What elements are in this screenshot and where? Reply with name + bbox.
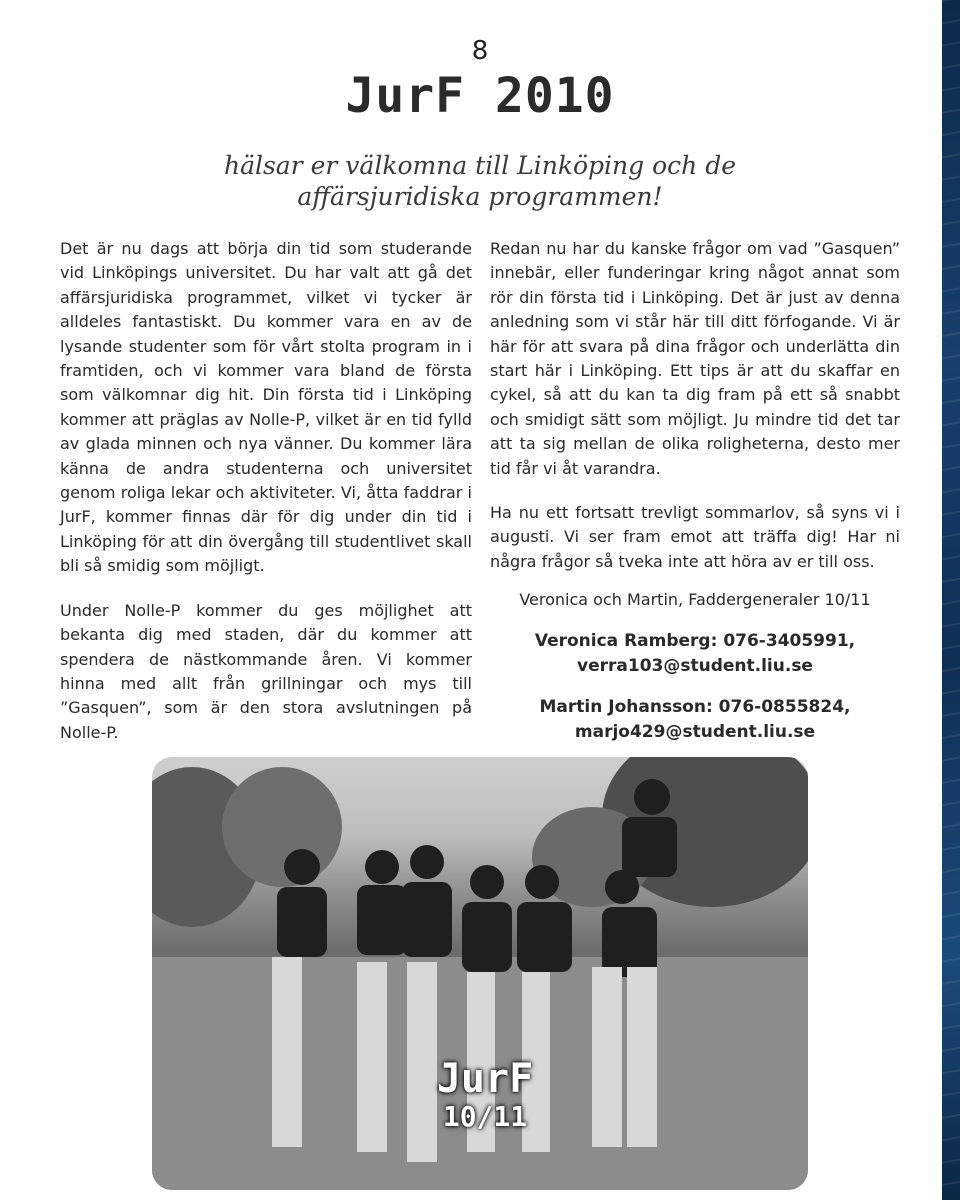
left-paragraph-2: Under Nolle-P kommer du ges möjlighet att bekanta dig med staden, där du kommer att spendera de nästkommande åren. Vi kommer hinna med allt från grillningar och mys till ”Gasquen”, som är den stora avslutningen på Nolle-P. — [60, 600, 472, 742]
photo-caption — [420, 1057, 550, 1133]
photo-caption-year: 10/11 — [442, 1100, 528, 1133]
photo-caption-name: JurF — [436, 1056, 534, 1102]
page-subtitle: hälsar er välkomna till Linköping och de affärsjuridiska programmen! — [223, 151, 737, 211]
right-column — [490, 237, 900, 745]
page-title: JurF 2010 — [345, 68, 615, 124]
contact-martin-phone: Martin Johansson: 076-0855824, — [539, 696, 851, 717]
contact-veronica — [490, 629, 900, 679]
group-photo — [152, 757, 808, 1190]
left-column — [60, 237, 472, 745]
left-paragraph-1: Det är nu dags att börja din tid som studerande vid Linköpings universitet. Du har valt att gå det affärsjuridiska programmet, vilket vi tycker är alldeles fantastiskt. Du kommer vara en av de lysande studenter som för vårt stolta program in i framtiden, och vi kommer vara bland de första som välkomnar dig hit. Din första tid i Linköping kommer att präglas av Nolle-P, vilket är en tid fylld av glada minnen och nya vänner. Du kommer lära känna de andra studenterna och universitet genom roliga lekar och aktiviteter. Vi, åtta faddrar i JurF, kommer finnas där för dig under din tid i Linköping för att din övergång till studentlivet skall bli så smidig som möjligt. — [60, 239, 472, 576]
right-paragraph-2: Ha nu ett fortsatt trevligt sommarlov, så syns vi i augusti. Vi ser fram emot att träffa dig! Har ni några frågor så tveka inte att höra av er till oss. — [490, 503, 900, 571]
contact-martin — [490, 695, 900, 745]
contact-veronica-email: verra103@student.liu.se — [577, 655, 813, 676]
right-paragraph-1: Redan nu har du kanske frågor om vad ”Gasquen” innebär, eller funderingar kring något annat som rör din första tid i Linköping. Det är just av denna anledning som vi står här till ditt förfogande. Vi är här för att svara på dina frågor och underlätta din start här i Linköping. Ett tips är att du skaffar en cykel, så att du kan ta dig fram på ett så snabbt och smidigt sätt som möjligt. Ju mindre tid det tar att ta sig mellan de olika roligheterna, desto mer tid får vi åt varandra. — [490, 239, 900, 478]
page-number: 8 — [471, 36, 489, 66]
page-edge-decoration — [942, 0, 960, 1200]
contact-veronica-phone: Veronica Ramberg: 076-3405991, — [534, 630, 856, 651]
contact-martin-email: marjo429@student.liu.se — [574, 721, 816, 742]
signoff: Veronica och Martin, Faddergeneraler 10/11 — [519, 590, 871, 610]
